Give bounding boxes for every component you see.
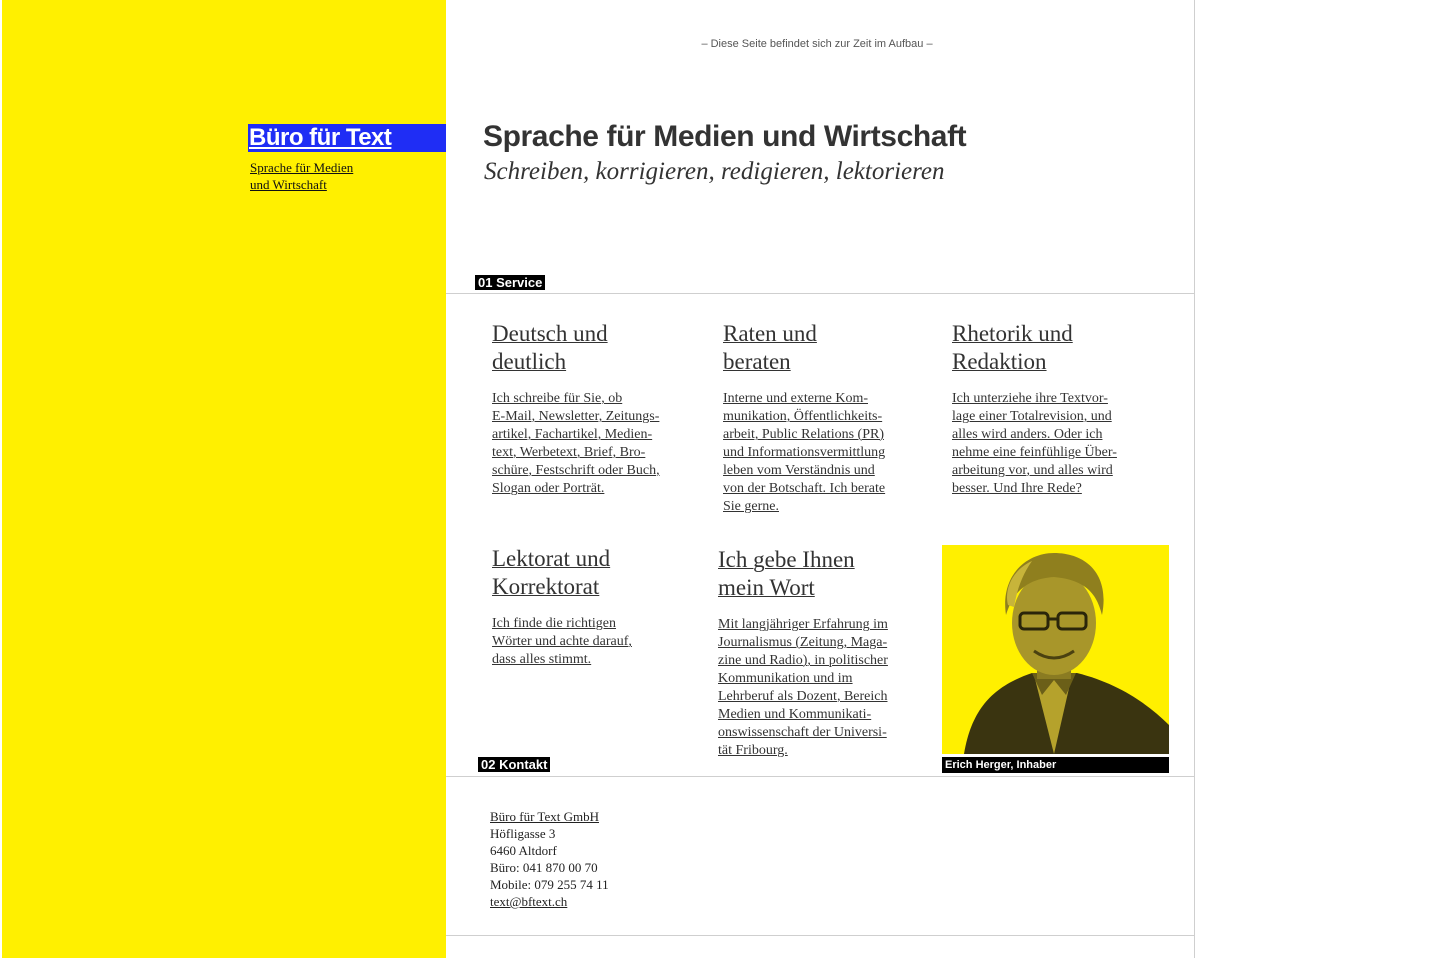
- text-line: dass alles stimmt.: [492, 652, 592, 667]
- text-line: text, Werbetext, Brief, Bro-: [492, 445, 646, 460]
- title-line: Rhetorik und: [952, 321, 1073, 346]
- service-title-rhetorik[interactable]: [952, 320, 1073, 376]
- title-line: Raten und: [723, 321, 817, 346]
- text-line: Ich unterziehe ihre Textvor-: [952, 391, 1108, 406]
- text-line: Journalismus (Zeitung, Maga-: [718, 635, 888, 650]
- title-line: mein Wort: [718, 575, 815, 600]
- text-line: Sie gerne.: [723, 499, 779, 514]
- mobile-phone: Mobile: 079 255 74 11: [490, 877, 609, 892]
- service-title-lektorat[interactable]: [492, 545, 610, 601]
- text-line: Kommunikation und im: [718, 671, 853, 686]
- construction-notice: – Diese Seite befindet sich zur Zeit im Aufbau –: [701, 38, 933, 50]
- tagline-line: und Wirtschaft: [250, 177, 327, 192]
- text-line: Wörter und achte darauf,: [492, 634, 632, 649]
- contact-section-label: 02 Kontakt: [478, 757, 550, 772]
- owner-portrait: [942, 545, 1169, 754]
- text-line: Mit langjähriger Erfahrung im: [718, 617, 888, 632]
- service-section-label: 01 Service: [475, 275, 545, 290]
- text-line: onswissenschaft der Universi-: [718, 725, 887, 740]
- title-line: Ich gebe Ihnen: [718, 547, 855, 572]
- right-divider: [1194, 0, 1195, 958]
- service-title-beraten[interactable]: [723, 320, 817, 376]
- contact-block: [490, 808, 609, 910]
- text-line: Lehrberuf als Dozent, Bereich: [718, 689, 888, 704]
- service-divider: [446, 293, 1195, 294]
- title-line: beraten: [723, 349, 791, 374]
- text-line: arbeit, Public Relations (PR): [723, 427, 884, 442]
- text-line: Ich schreibe für Sie, ob: [492, 391, 623, 406]
- logo-link[interactable]: Büro für Text: [248, 124, 446, 152]
- text-line: E-Mail, Newsletter, Zeitungs-: [492, 409, 660, 424]
- address-street: Höfligasse 3: [490, 826, 556, 841]
- text-line: von der Botschaft. Ich berate: [723, 481, 886, 496]
- office-phone: Büro: 041 870 00 70: [490, 860, 598, 875]
- title-line: deutlich: [492, 349, 567, 374]
- service-text-deutsch[interactable]: [492, 390, 660, 498]
- text-line: und Informationsvermittlung: [723, 445, 886, 460]
- company-link[interactable]: Büro für Text GmbH: [490, 809, 599, 824]
- text-line: zine und Radio), in politischer: [718, 653, 888, 668]
- service-text-beraten[interactable]: [723, 390, 885, 516]
- service-title-deutsch[interactable]: [492, 320, 608, 376]
- text-line: leben vom Verständnis und: [723, 463, 875, 478]
- tagline-link[interactable]: [250, 159, 400, 193]
- text-line: Interne und externe Kom-: [723, 391, 868, 406]
- text-line: artikel, Fachartikel, Medien-: [492, 427, 653, 442]
- page-subtitle: Schreiben, korrigieren, redigieren, lektorieren: [484, 158, 945, 185]
- service-text-wort[interactable]: [718, 616, 888, 760]
- title-line: Redaktion: [952, 349, 1047, 374]
- service-text-rhetorik[interactable]: [952, 390, 1117, 498]
- title-line: Lektorat und: [492, 546, 611, 571]
- service-text-lektorat[interactable]: [492, 615, 632, 669]
- service-title-wort[interactable]: [718, 546, 855, 602]
- text-line: schüre, Festschrift oder Buch,: [492, 463, 660, 478]
- text-line: Medien und Kommunikati-: [718, 707, 872, 722]
- text-line: munikation, Öffentlichkeits-: [723, 409, 883, 424]
- text-line: alles wird anders. Oder ich: [952, 427, 1103, 442]
- text-line: arbeitung vor, und alles wird: [952, 463, 1113, 478]
- address-city: 6460 Altdorf: [490, 843, 557, 858]
- title-line: Korrektorat: [492, 574, 600, 599]
- portrait-image: [942, 545, 1169, 754]
- text-line: lage einer Totalrevision, und: [952, 409, 1112, 424]
- text-line: Ich finde die richtigen: [492, 616, 617, 631]
- contact-divider: [446, 776, 1195, 777]
- email-link[interactable]: text@bftext.ch: [490, 894, 568, 909]
- portrait-caption: Erich Herger, Inhaber: [942, 757, 1169, 773]
- title-line: Deutsch und: [492, 321, 608, 346]
- page-title: Sprache für Medien und Wirtschaft: [483, 120, 967, 153]
- text-line: nehme eine feinfühlige Über-: [952, 445, 1117, 460]
- text-line: Slogan oder Porträt.: [492, 481, 605, 496]
- text-line: tät Fribourg.: [718, 743, 788, 758]
- text-line: besser. Und Ihre Rede?: [952, 481, 1082, 496]
- tagline-line: Sprache für Medien: [250, 160, 354, 175]
- footer-divider: [446, 935, 1195, 936]
